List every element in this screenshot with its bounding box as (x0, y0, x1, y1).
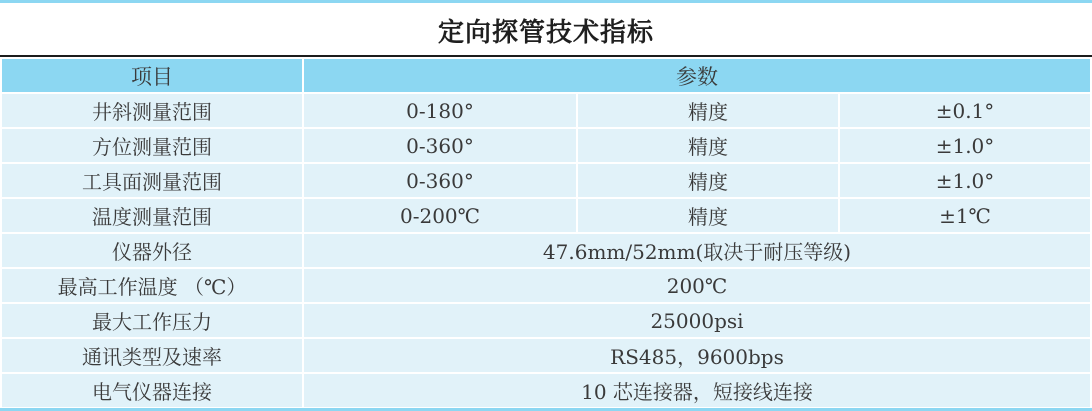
header-cell-item: 项目 (2, 59, 302, 92)
row-label: 最大工作压力 (2, 304, 302, 337)
spec-table (0, 55, 1092, 409)
row-value: 0-360° (304, 164, 576, 197)
table-row (2, 164, 1090, 197)
table-row (2, 234, 1090, 267)
row-sub-label: 精度 (578, 129, 838, 162)
top-accent-line (0, 0, 1092, 3)
row-label: 最高工作温度 （℃） (2, 269, 302, 302)
row-value: 47.6mm/52mm(取决于耐压等级) (304, 234, 1090, 267)
row-value: 0-180° (304, 94, 576, 127)
row-value: 10 芯连接器，短接线连接 (304, 374, 1090, 407)
table-row (2, 269, 1090, 302)
row-sub-label: 精度 (578, 164, 838, 197)
row-label: 温度测量范围 (2, 199, 302, 232)
row-label: 工具面测量范围 (2, 164, 302, 197)
row-sub-value: ±1℃ (840, 199, 1090, 232)
table-row (2, 94, 1090, 127)
row-label: 仪器外径 (2, 234, 302, 267)
row-value: 0-200℃ (304, 199, 576, 232)
row-label: 电气仪器连接 (2, 374, 302, 407)
table-row (2, 339, 1090, 372)
table-row (2, 374, 1090, 407)
table-row (2, 304, 1090, 337)
row-label: 通讯类型及速率 (2, 339, 302, 372)
table-row (2, 199, 1090, 232)
row-sub-label: 精度 (578, 94, 838, 127)
row-value: 200℃ (304, 269, 1090, 302)
row-sub-value: ±1.0° (840, 129, 1090, 162)
row-sub-value: ±1.0° (840, 164, 1090, 197)
table-row (2, 129, 1090, 162)
row-value: 0-360° (304, 129, 576, 162)
row-sub-label: 精度 (578, 199, 838, 232)
row-label: 井斜测量范围 (2, 94, 302, 127)
row-value: 25000psi (304, 304, 1090, 337)
page-title: 定向探管技术指标 (437, 18, 654, 48)
row-label: 方位测量范围 (2, 129, 302, 162)
row-sub-value: ±0.1° (840, 94, 1090, 127)
row-value: RS485，9600bps (304, 339, 1090, 372)
table-header-row (2, 59, 1090, 92)
header-cell-param: 参数 (304, 59, 1090, 92)
